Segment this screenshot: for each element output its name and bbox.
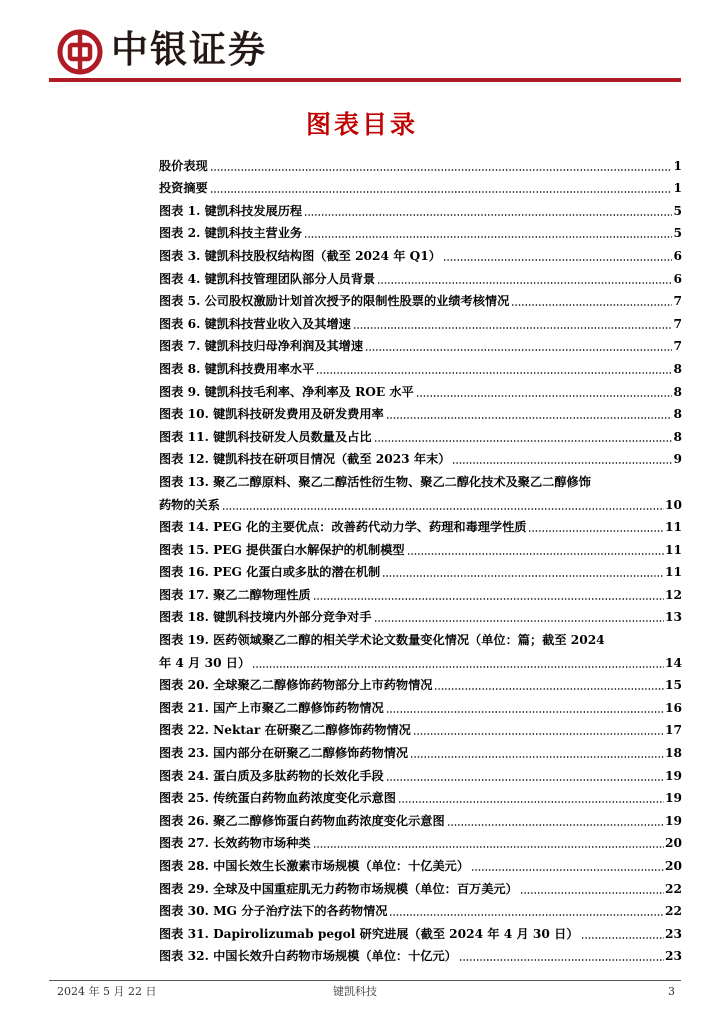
dot-leader bbox=[407, 553, 664, 555]
dot-leader bbox=[304, 214, 672, 216]
toc-page-number: 11 bbox=[665, 542, 682, 557]
dot-leader bbox=[377, 282, 672, 284]
toc-page-number: 8 bbox=[673, 361, 682, 376]
dot-leader bbox=[452, 462, 672, 464]
toc-entry[interactable] bbox=[159, 851, 682, 874]
dot-leader bbox=[581, 937, 665, 939]
dot-leader bbox=[386, 417, 672, 419]
dot-leader bbox=[353, 327, 672, 329]
toc-page-number: 5 bbox=[673, 226, 682, 241]
toc-entry-title: 图表 19. 医药领域聚乙二醇的相关学术论文数量变化情况（单位：篇；截至 2024 bbox=[159, 633, 605, 648]
table-of-contents bbox=[159, 151, 682, 964]
toc-page-number: 7 bbox=[673, 294, 682, 309]
toc-entry[interactable] bbox=[159, 716, 682, 739]
toc-entry[interactable] bbox=[159, 784, 682, 807]
toc-entry[interactable] bbox=[159, 219, 682, 242]
toc-entry-title: 图表 13. 聚乙二醇原料、聚乙二醇活性衍生物、聚乙二醇化技术及聚乙二醇修饰 bbox=[159, 474, 591, 489]
toc-entry[interactable] bbox=[159, 309, 682, 332]
toc-entry-title: 图表 2. 键凯科技主营业务 bbox=[159, 226, 303, 241]
toc-page-number: 12 bbox=[665, 587, 682, 602]
brand-name: 中银证券 bbox=[111, 28, 267, 71]
toc-entry[interactable] bbox=[159, 400, 682, 423]
toc-entry-title: 图表 11. 键凯科技研发人员数量及占比 bbox=[159, 429, 372, 444]
toc-entry[interactable] bbox=[159, 806, 682, 829]
toc-entry[interactable] bbox=[159, 354, 682, 377]
toc-entry-title: 图表 26. 聚乙二醇修饰蛋白药物血药浓度变化示意图 bbox=[159, 813, 445, 828]
dot-leader bbox=[528, 530, 664, 532]
toc-entry-title: 图表 5. 公司股权激励计划首次授予的限制性股票的业绩考核情况 bbox=[159, 294, 510, 309]
dot-leader bbox=[386, 779, 664, 781]
toc-page-number: 13 bbox=[665, 610, 682, 625]
footer-date: 2024 年 5 月 22 日 bbox=[57, 985, 157, 998]
toc-entry-title: 图表 6. 键凯科技营业收入及其增速 bbox=[159, 316, 351, 331]
toc-entry[interactable] bbox=[159, 761, 682, 784]
toc-entry-title: 图表 18. 键凯科技境内外部分竞争对手 bbox=[159, 610, 372, 625]
toc-entry[interactable] bbox=[159, 897, 682, 920]
toc-page-number: 5 bbox=[673, 203, 682, 218]
toc-entry[interactable] bbox=[159, 829, 682, 852]
toc-page-number: 8 bbox=[673, 429, 682, 444]
toc-page-number: 17 bbox=[665, 723, 682, 738]
toc-page-number: 9 bbox=[673, 452, 682, 467]
toc-entry[interactable] bbox=[159, 264, 682, 287]
toc-entry-title: 图表 22. Nektar 在研聚乙二醇修饰药物情况 bbox=[159, 723, 411, 738]
dot-leader bbox=[434, 688, 664, 690]
toc-entry[interactable] bbox=[159, 671, 682, 694]
toc-entry-title: 图表 32. 中国长效升白药物市场规模（单位：十亿元） bbox=[159, 949, 457, 964]
toc-entry[interactable] bbox=[159, 603, 682, 626]
toc-page-number: 14 bbox=[665, 655, 682, 670]
toc-entry[interactable] bbox=[159, 445, 682, 468]
toc-entry-title: 图表 3. 键凯科技股权结构图（截至 2024 年 Q1） bbox=[159, 248, 441, 263]
toc-entry-title: 图表 1. 键凯科技发展历程 bbox=[159, 203, 303, 218]
toc-entry-title: 图表 16. PEG 化蛋白或多肽的潜在机制 bbox=[159, 565, 381, 580]
dot-leader bbox=[416, 395, 672, 397]
toc-page-number: 22 bbox=[665, 881, 682, 896]
toc-page-number: 10 bbox=[665, 497, 682, 512]
toc-entry-title: 图表 10. 键凯科技研发费用及研发费用率 bbox=[159, 407, 384, 422]
toc-page-number: 6 bbox=[673, 248, 682, 263]
dot-leader bbox=[313, 846, 664, 848]
toc-entry[interactable] bbox=[159, 196, 682, 219]
dot-leader bbox=[252, 666, 664, 668]
toc-entry[interactable] bbox=[159, 513, 682, 536]
toc-page-number: 8 bbox=[673, 407, 682, 422]
toc-entry[interactable] bbox=[159, 625, 682, 670]
toc-page-number: 15 bbox=[665, 678, 682, 693]
dot-leader bbox=[210, 169, 672, 171]
toc-entry-title: 图表 23. 国内部分在研聚乙二醇修饰药物情况 bbox=[159, 746, 409, 761]
toc-entry-title: 图表 9. 键凯科技毛利率、净利率及 ROE 水平 bbox=[159, 384, 414, 399]
toc-entry-title: 投资摘要 bbox=[159, 181, 208, 196]
dot-leader bbox=[413, 733, 664, 735]
toc-entry[interactable] bbox=[159, 580, 682, 603]
dot-leader bbox=[386, 711, 664, 713]
toc-entry-title: 图表 8. 键凯科技费用率水平 bbox=[159, 361, 315, 376]
toc-entry-title: 股价表现 bbox=[159, 158, 208, 173]
dot-leader bbox=[365, 349, 672, 351]
toc-page-number: 1 bbox=[673, 181, 682, 196]
dot-leader bbox=[447, 824, 664, 826]
toc-entry[interactable] bbox=[159, 738, 682, 761]
toc-entry[interactable] bbox=[159, 241, 682, 264]
footer-company: 键凯科技 bbox=[333, 985, 377, 998]
toc-entry[interactable] bbox=[159, 467, 682, 512]
dot-leader bbox=[459, 959, 664, 961]
toc-entry-title: 图表 31. Dapirolizumab pegol 研究进展（截至 2024 年 4 月 30 日） bbox=[159, 926, 579, 941]
toc-entry-title-continued: 年 4 月 30 日） bbox=[159, 655, 251, 670]
toc-entry-title-continued: 药物的关系 bbox=[159, 497, 220, 512]
footer-rule bbox=[49, 980, 681, 981]
toc-entry[interactable] bbox=[159, 693, 682, 716]
toc-entry[interactable] bbox=[159, 377, 682, 400]
toc-entry-title: 图表 14. PEG 化的主要优点：改善药代动力学、药理和毒理学性质 bbox=[159, 520, 527, 535]
bank-of-china-logo-icon bbox=[57, 29, 103, 75]
toc-entry-title: 图表 29. 全球及中国重症肌无力药物市场规模（单位：百万美元） bbox=[159, 881, 518, 896]
toc-entry-title: 图表 28. 中国长效生长激素市场规模（单位：十亿美元） bbox=[159, 859, 470, 873]
toc-page-number: 23 bbox=[665, 926, 682, 941]
toc-page-number: 18 bbox=[665, 746, 682, 761]
toc-entry-title: 图表 12. 键凯科技在研项目情况（截至 2023 年末） bbox=[159, 452, 451, 467]
toc-entry[interactable] bbox=[159, 332, 682, 355]
dot-leader bbox=[410, 756, 664, 758]
dot-leader bbox=[313, 598, 664, 600]
toc-entry[interactable] bbox=[159, 151, 682, 174]
dot-leader bbox=[382, 575, 664, 577]
dot-leader bbox=[389, 914, 664, 916]
toc-entry[interactable] bbox=[159, 174, 682, 197]
dot-leader bbox=[443, 259, 672, 261]
dot-leader bbox=[374, 440, 672, 442]
dot-leader bbox=[511, 304, 672, 306]
toc-entry-title: 图表 17. 聚乙二醇物理性质 bbox=[159, 587, 311, 602]
toc-entry-title: 图表 15. PEG 提供蛋白水解保护的机制模型 bbox=[159, 542, 405, 557]
dot-leader bbox=[471, 869, 664, 871]
toc-page-number: 11 bbox=[665, 565, 682, 580]
toc-page-number: 16 bbox=[665, 700, 682, 715]
toc-entry-title: 图表 24. 蛋白质及多肽药物的长效化手段 bbox=[159, 768, 384, 783]
toc-entry-title: 图表 7. 键凯科技归母净利润及其增速 bbox=[159, 339, 364, 354]
toc-entry[interactable] bbox=[159, 919, 682, 942]
toc-entry[interactable] bbox=[159, 942, 682, 965]
toc-page-number: 20 bbox=[665, 859, 682, 873]
header-rule bbox=[49, 78, 681, 82]
toc-entry[interactable] bbox=[159, 422, 682, 445]
dot-leader bbox=[304, 236, 672, 238]
toc-entry-title: 图表 20. 全球聚乙二醇修饰药物部分上市药物情况 bbox=[159, 678, 433, 693]
dot-leader bbox=[374, 620, 665, 622]
toc-entry[interactable] bbox=[159, 558, 682, 581]
toc-entry[interactable] bbox=[159, 535, 682, 558]
dot-leader bbox=[398, 801, 664, 803]
toc-entry-title: 图表 30. MG 分子治疗法下的各药物情况 bbox=[159, 904, 388, 919]
toc-page-number: 7 bbox=[673, 316, 682, 331]
toc-entry-title: 图表 21. 国产上市聚乙二醇修饰药物情况 bbox=[159, 700, 384, 715]
toc-page-number: 19 bbox=[665, 791, 682, 806]
toc-page-number: 22 bbox=[665, 904, 682, 919]
toc-page-number: 19 bbox=[665, 813, 682, 828]
page-title: 图表目录 bbox=[305, 110, 418, 139]
toc-page-number: 1 bbox=[673, 158, 682, 173]
toc-entry-title: 图表 27. 长效药物市场种类 bbox=[159, 836, 311, 851]
toc-entry[interactable] bbox=[159, 874, 682, 897]
toc-page-number: 8 bbox=[673, 384, 682, 399]
toc-entry-title: 图表 4. 键凯科技管理团队部分人员背景 bbox=[159, 271, 376, 286]
dot-leader bbox=[210, 191, 672, 193]
toc-page-number: 7 bbox=[673, 339, 682, 354]
footer-page-number: 3 bbox=[668, 985, 675, 998]
dot-leader bbox=[316, 372, 672, 374]
toc-entry[interactable] bbox=[159, 287, 682, 310]
page-header bbox=[0, 0, 724, 90]
toc-page-number: 23 bbox=[665, 949, 682, 964]
toc-page-number: 6 bbox=[673, 271, 682, 286]
dot-leader bbox=[222, 508, 664, 510]
toc-page-number: 20 bbox=[665, 836, 682, 851]
toc-entry-title: 图表 25. 传统蛋白药物血药浓度变化示意图 bbox=[159, 791, 396, 806]
dot-leader bbox=[520, 892, 664, 894]
toc-page-number: 19 bbox=[665, 768, 682, 783]
toc-page-number: 11 bbox=[665, 520, 682, 535]
